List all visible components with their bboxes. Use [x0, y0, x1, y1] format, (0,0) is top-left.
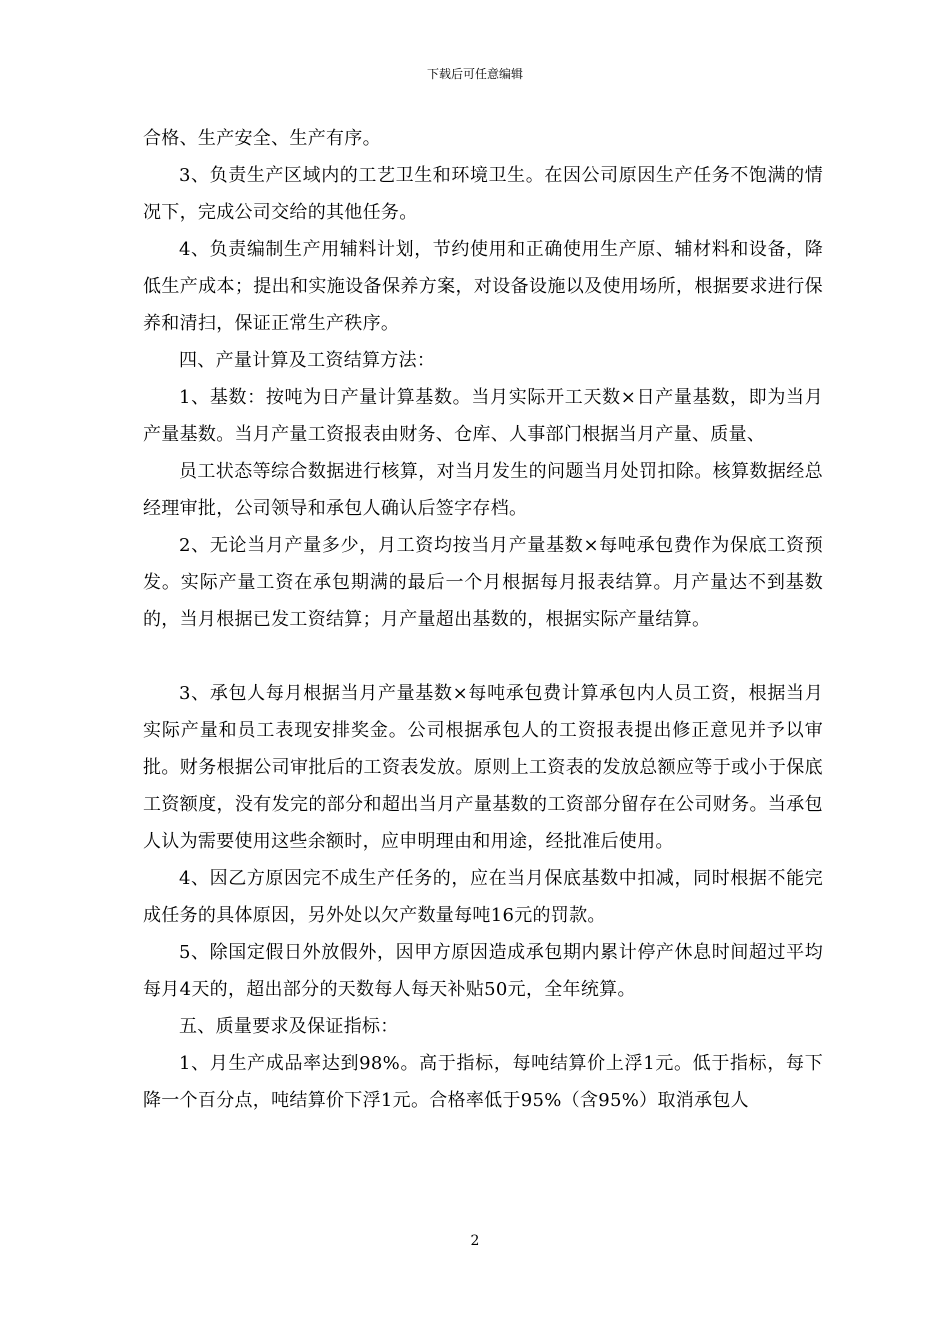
page-header: 下载后可任意编辑 [426, 67, 523, 81]
paragraph-wage-advance: 2、无论当月产量多少，月工资均按当月产量基数×每吨承包费作为保底工资预发。实际产量工资在承包期满的最后一个月根据每月报表结算。月产量达不到基数的，当月根据已发工资结算；月产量超出基数的，根据实际产量结算。 [143, 535, 823, 630]
paragraph-item-3: 3、负责生产区域内的工艺卫生和环境卫生。在因公司原因生产任务不饱满的情况下，完成公司交给的其他任务。 [143, 165, 823, 223]
paragraph-subsidy: 5、除国定假日外放假外，因甲方原因造成承包期内累计停产休息时间超过平均每月4天的，超出部分的天数每人每天补贴50元，全年统算。 [143, 942, 823, 1000]
paragraph-yield-rate: 1、月生产成品率达到98%。高于指标，每吨结算价上浮1元。低于指标，每下降一个百分点，吨结算价下浮1元。合格率低于95%（含95%）取消承包人 [143, 1053, 823, 1111]
paragraph-base-count: 1、基数：按吨为日产量计算基数。当月实际开工天数×日产量基数，即为当月产量基数。当月产量工资报表由财务、仓库、人事部门根据当月产量、质量、 [143, 387, 823, 445]
paragraph-contractor-wage: 3、承包人每月根据当月产量基数×每吨承包费计算承包内人员工资，根据当月实际产量和员工表现安排奖金。公司根据承包人的工资报表提出修正意见并予以审批。财务根据公司审批后的工资表发放。原则上工资表的发放总额应等于或小于保底工资额度，没有发完的部分和超出当月产量基数的工资部分留存在公司财务。当承包人认为需要使用这些余额时，应申明理由和用途，经批准后使用。 [143, 683, 823, 852]
section-heading-5: 五、质量要求及保证指标： [179, 1016, 399, 1037]
page-number: 2 [470, 1233, 480, 1249]
paragraph-continuation: 合格、生产安全、生产有序。 [143, 128, 381, 149]
document-body [143, 120, 823, 1119]
paragraph-item-4: 4、负责编制生产用辅料计划，节约使用和正确使用生产原、辅材料和设备，降低生产成本；提出和实施设备保养方案，对设备设施以及使用场所，根据要求进行保养和清扫，保证正常生产秩序。 [143, 239, 823, 334]
paragraph-staff-status: 员工状态等综合数据进行核算，对当月发生的问题当月处罚扣除。核算数据经总经理审批，公司领导和承包人确认后签字存档。 [143, 461, 823, 519]
section-heading-4: 四、产量计算及工资结算方法： [179, 350, 436, 371]
paragraph-penalty: 4、因乙方原因完不成生产任务的，应在当月保底基数中扣减，同时根据不能完成任务的具体原因，另外处以欠产数量每吨16元的罚款。 [143, 868, 823, 926]
